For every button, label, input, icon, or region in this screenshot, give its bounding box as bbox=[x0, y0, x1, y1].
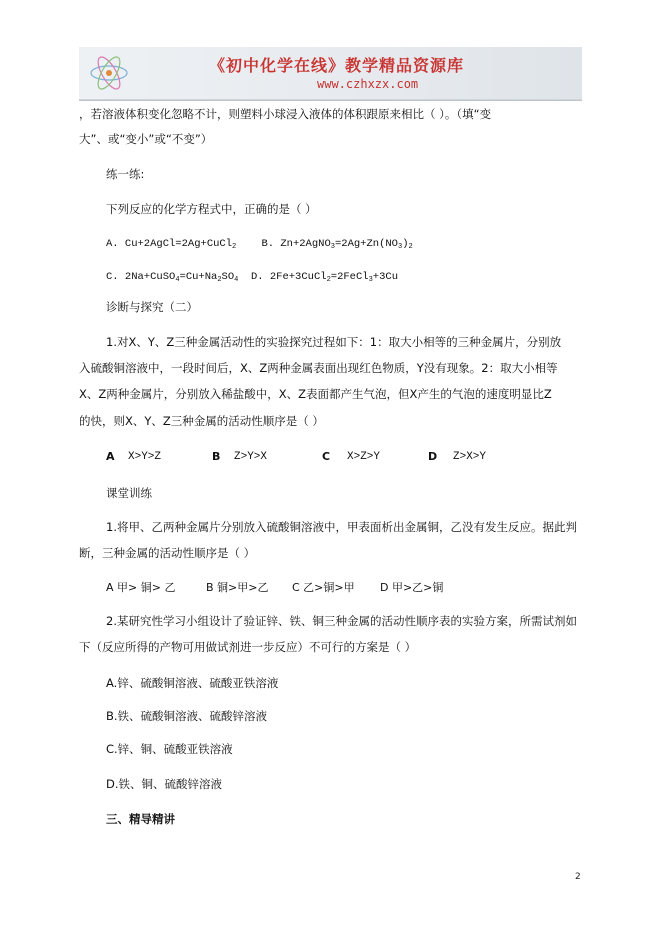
header-divider bbox=[79, 100, 582, 101]
c1-option-b: B 铜>甲>乙 bbox=[206, 581, 269, 594]
header-banner bbox=[79, 47, 582, 100]
class-training-heading: 课堂训练 bbox=[106, 486, 152, 500]
c2-option-a: A.锌、硫酸铜溶液、硫酸亚铁溶液 bbox=[106, 676, 279, 690]
d1-option-a: X>Y>Z bbox=[128, 451, 162, 463]
c1-line-1: 1.将甲、乙两种金属片分别放入硫酸铜溶液中，甲表面析出金属铜，乙没有发生反应。据此判 bbox=[106, 520, 577, 534]
d1-option-b: Z>Y>X bbox=[234, 451, 268, 463]
banner-url: www.czhxzx.com bbox=[317, 77, 419, 91]
c2-line-1: 2.某研究性学习小组设计了验证锌、铁、铜三种金属的活动性顺序表的实验方案，所需试剂如 bbox=[106, 614, 577, 628]
c2-line-2: 下（反应所得的产物可用做试剂进一步反应）不可行的方案是（ ） bbox=[79, 640, 417, 654]
page-number: 2 bbox=[575, 872, 581, 882]
d1-line-2: 入硫酸铜溶液中，一段时间后，X、Z两种金属表面出现红色物质，Y没有现象。2：取大小相等 bbox=[79, 361, 558, 375]
option-a-b-equations: A. Cu+2AgCl=2Ag+CuCl$_2$ B. $Zn+2AgNO_3=2Ag+Zn(NO_3)_2$ bbox=[106, 238, 413, 251]
c2-option-b: B.铁、硫酸铜溶液、硫酸锌溶液 bbox=[106, 709, 268, 723]
d1-option-d: Z>X>Y bbox=[453, 451, 487, 463]
d1-option-b-label: B bbox=[212, 450, 221, 463]
d1-option-a-label: A bbox=[106, 450, 115, 463]
section-three-heading: 三、精导精讲 bbox=[106, 812, 175, 826]
banner-title: 《初中化学在线》教学精品资源库 bbox=[209, 56, 465, 75]
intro-line-1: ，若溶液体积变化忽略不计，则塑料小球浸入液体的体积跟原来相比（ ）。（填“变 bbox=[79, 107, 492, 121]
practice-heading: 练一练: bbox=[106, 167, 145, 181]
c1-option-a: A 甲> 铜> 乙 bbox=[106, 581, 176, 594]
d1-option-d-label: D bbox=[428, 450, 438, 463]
d1-line-1: 1.对X、Y、Z三种金属活动性的实验探究过程如下：1：取大小相等的三种金属片，分别放 bbox=[106, 335, 562, 349]
c2-option-c: C.锌、铜、硫酸亚铁溶液 bbox=[106, 742, 233, 756]
d1-option-c: X>Z>Y bbox=[347, 451, 381, 463]
c1-option-c: C 乙>铜>甲 bbox=[292, 581, 355, 594]
c1-line-2: 断，三种金属的活动性顺序是（ ） bbox=[79, 546, 256, 560]
diagnosis-heading: 诊断与探究（二） bbox=[106, 300, 198, 314]
question-stem: 下列反应的化学方程式中，正确的是（ ） bbox=[106, 202, 317, 216]
option-c-d-equations: C. $2Na+CuSO_4=Cu+Na_2SO_4$ D. 2Fe+3CuCl$_2$=2FeCl$_3$+3Cu bbox=[106, 271, 399, 284]
d1-line-3: X、Z两种金属片，分别放入稀盐酸中，X、Z表面都产生气泡，但X产生的气泡的速度明显比Z bbox=[79, 387, 552, 401]
atom-logo-icon bbox=[87, 53, 131, 93]
c1-option-d: D 甲>乙>铜 bbox=[380, 581, 444, 594]
c2-option-d: D.铁、铜、硫酸锌溶液 bbox=[106, 777, 223, 791]
d1-option-c-label: C bbox=[322, 450, 331, 463]
d1-line-4: 的快，则X、Y、Z三种金属的活动性顺序是（ ） bbox=[79, 414, 324, 428]
intro-line-2: 大”、或“变小”或“不变”） bbox=[79, 132, 213, 146]
